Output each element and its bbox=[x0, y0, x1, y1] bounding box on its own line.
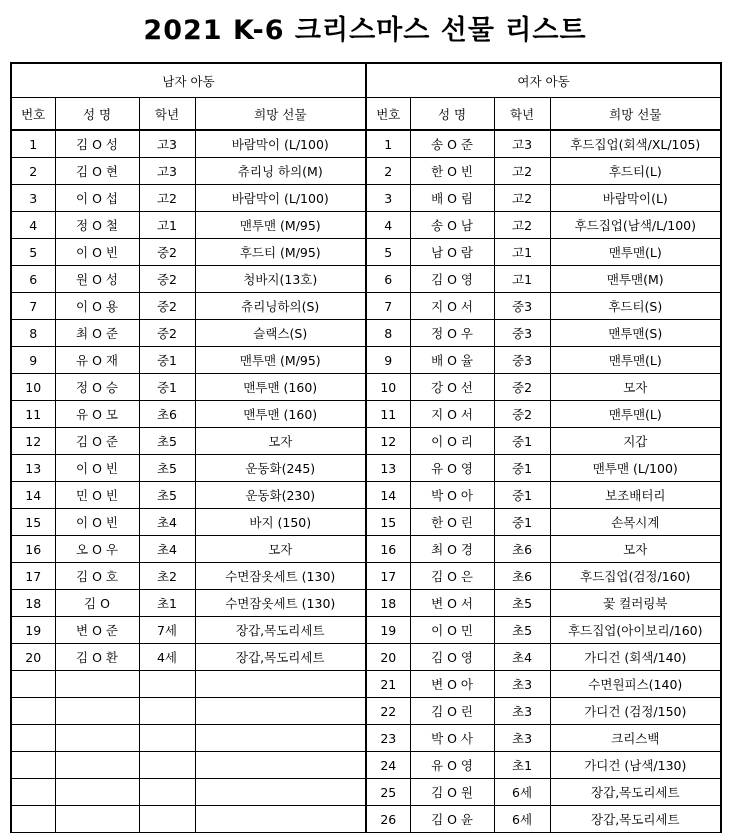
boys-name-cell: 원 O 성 bbox=[55, 266, 139, 293]
boys-name-cell: 이 O 빈 bbox=[55, 509, 139, 536]
boys-num-cell: 1 bbox=[11, 130, 55, 158]
girls-grade-cell: 고2 bbox=[494, 185, 550, 212]
girls-grade-cell: 초1 bbox=[494, 752, 550, 779]
table-row bbox=[11, 644, 721, 671]
girls-num-cell: 18 bbox=[366, 590, 410, 617]
table-row bbox=[11, 617, 721, 644]
girls-name-cell: 변 O 서 bbox=[410, 590, 494, 617]
girls-num-cell: 3 bbox=[366, 185, 410, 212]
boys-gift-cell: 바람막이 (L/100) bbox=[195, 185, 366, 212]
table-row bbox=[11, 347, 721, 374]
girls-num-cell: 24 bbox=[366, 752, 410, 779]
boys-name-cell: 정 O 철 bbox=[55, 212, 139, 239]
table-row bbox=[11, 671, 721, 698]
boys-num-cell: 3 bbox=[11, 185, 55, 212]
boys-grade-header: 학년 bbox=[139, 98, 195, 131]
girls-name-cell: 이 O 민 bbox=[410, 617, 494, 644]
girls-grade-cell: 고2 bbox=[494, 158, 550, 185]
girls-num-cell: 11 bbox=[366, 401, 410, 428]
girls-grade-cell: 초6 bbox=[494, 563, 550, 590]
boys-name-cell bbox=[55, 698, 139, 725]
boys-num-header: 번호 bbox=[11, 98, 55, 131]
boys-num-cell: 5 bbox=[11, 239, 55, 266]
boys-grade-cell bbox=[139, 671, 195, 698]
boys-num-cell: 17 bbox=[11, 563, 55, 590]
girls-num-cell: 22 bbox=[366, 698, 410, 725]
boys-num-cell bbox=[11, 752, 55, 779]
table-row bbox=[11, 212, 721, 239]
girls-num-cell: 2 bbox=[366, 158, 410, 185]
girls-name-cell: 유 O 영 bbox=[410, 455, 494, 482]
table-row bbox=[11, 374, 721, 401]
girls-gift-cell: 보조배터리 bbox=[550, 482, 721, 509]
table-row bbox=[11, 401, 721, 428]
girls-grade-cell: 초3 bbox=[494, 725, 550, 752]
table-row bbox=[11, 752, 721, 779]
girls-grade-cell: 6세 bbox=[494, 806, 550, 833]
boys-grade-cell: 중2 bbox=[139, 320, 195, 347]
girls-name-cell: 김 O 원 bbox=[410, 779, 494, 806]
girls-gift-cell: 후드티(S) bbox=[550, 293, 721, 320]
boys-num-cell: 16 bbox=[11, 536, 55, 563]
boys-num-cell: 6 bbox=[11, 266, 55, 293]
boys-gift-cell: 모자 bbox=[195, 536, 366, 563]
girls-grade-cell: 초6 bbox=[494, 536, 550, 563]
girls-num-header: 번호 bbox=[366, 98, 410, 131]
boys-gift-cell: 장갑,목도리세트 bbox=[195, 617, 366, 644]
girls-gift-cell: 후드집업(아이보리/160) bbox=[550, 617, 721, 644]
boys-name-cell bbox=[55, 779, 139, 806]
girls-name-cell: 변 O 아 bbox=[410, 671, 494, 698]
table-row bbox=[11, 482, 721, 509]
girls-num-cell: 10 bbox=[366, 374, 410, 401]
boys-num-cell: 12 bbox=[11, 428, 55, 455]
boys-gift-cell: 맨투맨 (160) bbox=[195, 374, 366, 401]
girls-name-cell: 한 O 린 bbox=[410, 509, 494, 536]
boys-name-cell: 이 O 섭 bbox=[55, 185, 139, 212]
boys-name-cell bbox=[55, 752, 139, 779]
boys-name-cell: 김 O 성 bbox=[55, 130, 139, 158]
boys-num-cell bbox=[11, 806, 55, 833]
girls-grade-cell: 고3 bbox=[494, 130, 550, 158]
boys-gift-cell bbox=[195, 725, 366, 752]
girls-name-cell: 유 O 영 bbox=[410, 752, 494, 779]
girls-gift-cell: 장갑,목도리세트 bbox=[550, 779, 721, 806]
table-row bbox=[11, 698, 721, 725]
boys-gift-cell: 츄리닝 하의(M) bbox=[195, 158, 366, 185]
boys-gift-cell: 맨투맨 (M/95) bbox=[195, 212, 366, 239]
boys-grade-cell bbox=[139, 698, 195, 725]
table-row bbox=[11, 428, 721, 455]
table-row bbox=[11, 320, 721, 347]
table-row bbox=[11, 239, 721, 266]
boys-name-header: 성 명 bbox=[55, 98, 139, 131]
boys-grade-cell: 고3 bbox=[139, 130, 195, 158]
boys-grade-cell: 7세 bbox=[139, 617, 195, 644]
girls-gift-cell: 가디건 (회색/140) bbox=[550, 644, 721, 671]
girls-gift-cell: 바람막이(L) bbox=[550, 185, 721, 212]
table-row bbox=[11, 293, 721, 320]
girls-grade-cell: 중2 bbox=[494, 401, 550, 428]
girls-name-cell: 남 O 람 bbox=[410, 239, 494, 266]
girls-name-cell: 송 O 준 bbox=[410, 130, 494, 158]
boys-grade-cell: 고2 bbox=[139, 185, 195, 212]
girls-name-cell: 배 O 율 bbox=[410, 347, 494, 374]
girls-grade-cell: 6세 bbox=[494, 779, 550, 806]
girls-gift-cell: 후드티(L) bbox=[550, 158, 721, 185]
boys-gift-cell bbox=[195, 752, 366, 779]
boys-grade-cell bbox=[139, 725, 195, 752]
girls-gift-cell: 후드집업(검정/160) bbox=[550, 563, 721, 590]
girls-grade-cell: 고1 bbox=[494, 239, 550, 266]
girls-gift-cell: 손목시계 bbox=[550, 509, 721, 536]
girls-gift-cell: 맨투맨(S) bbox=[550, 320, 721, 347]
boys-name-cell bbox=[55, 671, 139, 698]
table-row bbox=[11, 185, 721, 212]
girls-num-cell: 14 bbox=[366, 482, 410, 509]
girls-name-cell: 지 O 서 bbox=[410, 293, 494, 320]
boys-grade-cell: 초2 bbox=[139, 563, 195, 590]
table-row bbox=[11, 536, 721, 563]
boys-name-cell: 유 O 모 bbox=[55, 401, 139, 428]
girls-name-cell: 김 O 윤 bbox=[410, 806, 494, 833]
girls-name-cell: 박 O 아 bbox=[410, 482, 494, 509]
girls-name-cell: 이 O 리 bbox=[410, 428, 494, 455]
girls-gift-header: 희망 선물 bbox=[550, 98, 721, 131]
boys-num-cell: 13 bbox=[11, 455, 55, 482]
boys-grade-cell: 중2 bbox=[139, 293, 195, 320]
table-row bbox=[11, 590, 721, 617]
girls-name-cell: 김 O 은 bbox=[410, 563, 494, 590]
girls-num-cell: 13 bbox=[366, 455, 410, 482]
boys-num-cell bbox=[11, 725, 55, 752]
girls-num-cell: 17 bbox=[366, 563, 410, 590]
boys-name-cell: 변 O 준 bbox=[55, 617, 139, 644]
boys-grade-cell: 고3 bbox=[139, 158, 195, 185]
boys-grade-cell: 초4 bbox=[139, 509, 195, 536]
girls-grade-cell: 중1 bbox=[494, 428, 550, 455]
boys-grade-cell: 중2 bbox=[139, 266, 195, 293]
table-row bbox=[11, 130, 721, 158]
girls-name-cell: 배 O 림 bbox=[410, 185, 494, 212]
boys-num-cell: 11 bbox=[11, 401, 55, 428]
girls-grade-cell: 초5 bbox=[494, 617, 550, 644]
boys-gift-cell: 수면잠옷세트 (130) bbox=[195, 590, 366, 617]
boys-name-cell: 이 O 빈 bbox=[55, 455, 139, 482]
table-row bbox=[11, 158, 721, 185]
boys-grade-cell: 초1 bbox=[139, 590, 195, 617]
boys-gift-cell bbox=[195, 698, 366, 725]
boys-grade-cell: 고1 bbox=[139, 212, 195, 239]
girls-num-cell: 9 bbox=[366, 347, 410, 374]
girls-name-cell: 김 O 영 bbox=[410, 644, 494, 671]
girls-grade-cell: 중3 bbox=[494, 347, 550, 374]
girls-name-cell: 최 O 경 bbox=[410, 536, 494, 563]
table-row bbox=[11, 266, 721, 293]
boys-name-cell bbox=[55, 806, 139, 833]
girls-num-cell: 12 bbox=[366, 428, 410, 455]
table-row bbox=[11, 779, 721, 806]
boys-gift-cell: 후드티 (M/95) bbox=[195, 239, 366, 266]
boys-grade-cell bbox=[139, 752, 195, 779]
boys-gift-cell bbox=[195, 779, 366, 806]
boys-gift-cell bbox=[195, 806, 366, 833]
girls-name-cell: 강 O 선 bbox=[410, 374, 494, 401]
boys-name-cell: 김 O bbox=[55, 590, 139, 617]
boys-group-header: 남자 아동 bbox=[11, 63, 366, 98]
girls-num-cell: 4 bbox=[366, 212, 410, 239]
girls-gift-cell: 크리스백 bbox=[550, 725, 721, 752]
girls-grade-cell: 고1 bbox=[494, 266, 550, 293]
girls-gift-cell: 맨투맨(M) bbox=[550, 266, 721, 293]
girls-grade-cell: 고2 bbox=[494, 212, 550, 239]
girls-name-cell: 한 O 빈 bbox=[410, 158, 494, 185]
girls-grade-cell: 초5 bbox=[494, 590, 550, 617]
table-row bbox=[11, 509, 721, 536]
boys-gift-cell: 수면잠옷세트 (130) bbox=[195, 563, 366, 590]
boys-num-cell: 2 bbox=[11, 158, 55, 185]
boys-num-cell: 14 bbox=[11, 482, 55, 509]
boys-gift-cell: 맨투맨 (M/95) bbox=[195, 347, 366, 374]
boys-num-cell: 4 bbox=[11, 212, 55, 239]
girls-name-header: 성 명 bbox=[410, 98, 494, 131]
girls-grade-header: 학년 bbox=[494, 98, 550, 131]
girls-gift-cell: 후드집업(회색/XL/105) bbox=[550, 130, 721, 158]
table-row bbox=[11, 563, 721, 590]
girls-name-cell: 지 O 서 bbox=[410, 401, 494, 428]
boys-name-cell: 이 O 빈 bbox=[55, 239, 139, 266]
boys-num-cell: 19 bbox=[11, 617, 55, 644]
girls-grade-cell: 중3 bbox=[494, 320, 550, 347]
boys-grade-cell bbox=[139, 806, 195, 833]
girls-num-cell: 19 bbox=[366, 617, 410, 644]
girls-gift-cell: 맨투맨(L) bbox=[550, 347, 721, 374]
girls-grade-cell: 중1 bbox=[494, 455, 550, 482]
boys-num-cell bbox=[11, 779, 55, 806]
girls-gift-cell: 맨투맨 (L/100) bbox=[550, 455, 721, 482]
boys-num-cell: 18 bbox=[11, 590, 55, 617]
girls-num-cell: 6 bbox=[366, 266, 410, 293]
boys-num-cell: 9 bbox=[11, 347, 55, 374]
girls-grade-cell: 중3 bbox=[494, 293, 550, 320]
boys-name-cell: 최 O 준 bbox=[55, 320, 139, 347]
page-title: 2021 K-6 크리스마스 선물 리스트 bbox=[143, 15, 587, 46]
girls-num-cell: 1 bbox=[366, 130, 410, 158]
boys-grade-cell: 4세 bbox=[139, 644, 195, 671]
girls-grade-cell: 중2 bbox=[494, 374, 550, 401]
boys-gift-cell: 장갑,목도리세트 bbox=[195, 644, 366, 671]
boys-name-cell: 김 O 호 bbox=[55, 563, 139, 590]
boys-name-cell: 이 O 용 bbox=[55, 293, 139, 320]
boys-grade-cell: 초5 bbox=[139, 428, 195, 455]
girls-num-cell: 21 bbox=[366, 671, 410, 698]
boys-grade-cell: 초6 bbox=[139, 401, 195, 428]
girls-grade-cell: 초3 bbox=[494, 698, 550, 725]
girls-gift-cell: 맨투맨(L) bbox=[550, 239, 721, 266]
boys-num-cell: 10 bbox=[11, 374, 55, 401]
boys-name-cell: 김 O 현 bbox=[55, 158, 139, 185]
girls-gift-cell: 가디건 (남색/130) bbox=[550, 752, 721, 779]
girls-num-cell: 20 bbox=[366, 644, 410, 671]
boys-gift-cell: 츄리닝하의(S) bbox=[195, 293, 366, 320]
girls-group-header: 여자 아동 bbox=[366, 63, 721, 98]
girls-num-cell: 16 bbox=[366, 536, 410, 563]
boys-grade-cell: 중2 bbox=[139, 239, 195, 266]
girls-name-cell: 김 O 영 bbox=[410, 266, 494, 293]
table-row bbox=[11, 806, 721, 833]
boys-grade-cell: 중1 bbox=[139, 347, 195, 374]
boys-gift-cell: 운동화(245) bbox=[195, 455, 366, 482]
boys-name-cell: 김 O 준 bbox=[55, 428, 139, 455]
boys-gift-cell: 운동화(230) bbox=[195, 482, 366, 509]
boys-num-cell bbox=[11, 671, 55, 698]
girls-gift-cell: 수면원피스(140) bbox=[550, 671, 721, 698]
girls-gift-cell: 맨투맨(L) bbox=[550, 401, 721, 428]
boys-gift-cell: 청바지(13호) bbox=[195, 266, 366, 293]
girls-name-cell: 박 O 사 bbox=[410, 725, 494, 752]
boys-gift-cell: 슬랙스(S) bbox=[195, 320, 366, 347]
girls-grade-cell: 중1 bbox=[494, 482, 550, 509]
girls-gift-cell: 모자 bbox=[550, 374, 721, 401]
table-row bbox=[11, 725, 721, 752]
girls-name-cell: 송 O 남 bbox=[410, 212, 494, 239]
boys-grade-cell: 초4 bbox=[139, 536, 195, 563]
boys-num-cell bbox=[11, 698, 55, 725]
boys-name-cell bbox=[55, 725, 139, 752]
boys-gift-cell: 맨투맨 (160) bbox=[195, 401, 366, 428]
boys-grade-cell: 초5 bbox=[139, 482, 195, 509]
girls-grade-cell: 중1 bbox=[494, 509, 550, 536]
girls-gift-cell: 지갑 bbox=[550, 428, 721, 455]
girls-gift-cell: 후드집업(남색/L/100) bbox=[550, 212, 721, 239]
girls-gift-cell: 장갑,목도리세트 bbox=[550, 806, 721, 833]
boys-grade-cell bbox=[139, 779, 195, 806]
boys-gift-cell: 모자 bbox=[195, 428, 366, 455]
boys-num-cell: 20 bbox=[11, 644, 55, 671]
girls-grade-cell: 초3 bbox=[494, 671, 550, 698]
girls-num-cell: 15 bbox=[366, 509, 410, 536]
boys-gift-cell bbox=[195, 671, 366, 698]
table-row bbox=[11, 455, 721, 482]
gift-list-table bbox=[10, 62, 722, 833]
girls-grade-cell: 초4 bbox=[494, 644, 550, 671]
girls-name-cell: 정 O 우 bbox=[410, 320, 494, 347]
boys-gift-cell: 바람막이 (L/100) bbox=[195, 130, 366, 158]
girls-gift-cell: 가디건 (검정/150) bbox=[550, 698, 721, 725]
boys-name-cell: 김 O 환 bbox=[55, 644, 139, 671]
boys-name-cell: 오 O 우 bbox=[55, 536, 139, 563]
girls-num-cell: 23 bbox=[366, 725, 410, 752]
boys-num-cell: 15 bbox=[11, 509, 55, 536]
girls-num-cell: 5 bbox=[366, 239, 410, 266]
boys-gift-cell: 바지 (150) bbox=[195, 509, 366, 536]
girls-gift-cell: 모자 bbox=[550, 536, 721, 563]
girls-num-cell: 25 bbox=[366, 779, 410, 806]
boys-num-cell: 8 bbox=[11, 320, 55, 347]
boys-grade-cell: 초5 bbox=[139, 455, 195, 482]
girls-num-cell: 7 bbox=[366, 293, 410, 320]
boys-name-cell: 유 O 재 bbox=[55, 347, 139, 374]
girls-name-cell: 김 O 린 bbox=[410, 698, 494, 725]
boys-grade-cell: 중1 bbox=[139, 374, 195, 401]
boys-num-cell: 7 bbox=[11, 293, 55, 320]
girls-num-cell: 26 bbox=[366, 806, 410, 833]
girls-num-cell: 8 bbox=[366, 320, 410, 347]
girls-gift-cell: 꽃 컬러링북 bbox=[550, 590, 721, 617]
boys-gift-header: 희망 선물 bbox=[195, 98, 366, 131]
boys-name-cell: 민 O 빈 bbox=[55, 482, 139, 509]
boys-name-cell: 정 O 승 bbox=[55, 374, 139, 401]
